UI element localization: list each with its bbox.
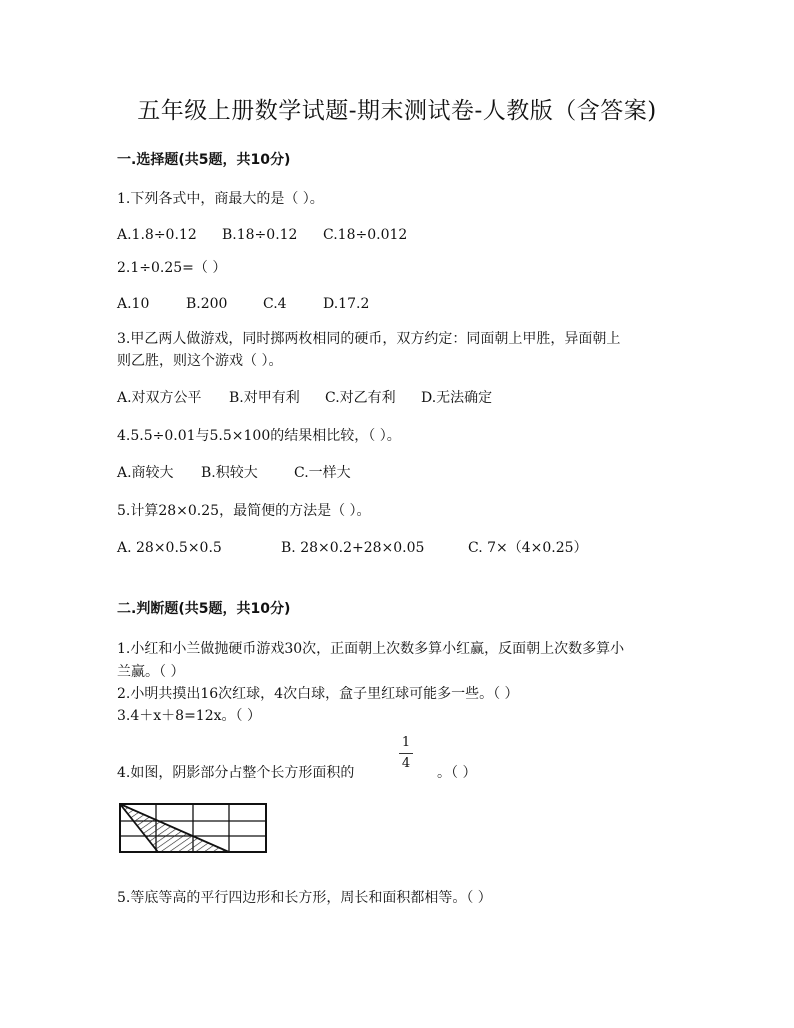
rectangle-grid-figure bbox=[118, 802, 270, 854]
shaded-triangle bbox=[120, 804, 229, 852]
q3-option-c: C.对乙有利 bbox=[325, 390, 396, 406]
judge-1-text-line1: 1.小红和小兰做抛硬币游戏30次，正面朝上次数多算小红赢，反面朝上次数多算小 bbox=[117, 641, 625, 657]
fraction-denominator: 4 bbox=[401, 756, 411, 771]
question-3-text-line2: 则乙胜，则这个游戏（ ）。 bbox=[117, 353, 283, 369]
q4-option-c: C.一样大 bbox=[294, 465, 351, 481]
q5-option-c: C. 7×（4×0.25） bbox=[468, 540, 588, 556]
q3-option-b: B.对甲有利 bbox=[229, 390, 300, 406]
q4-option-b: B.积较大 bbox=[201, 465, 258, 481]
q2-option-b: B.200 bbox=[186, 296, 228, 312]
fraction-bar bbox=[399, 753, 413, 754]
q1-option-a: A.1.8÷0.12 bbox=[117, 227, 197, 243]
fraction-numerator: 1 bbox=[401, 735, 411, 750]
question-3-text-line1: 3.甲乙两人做游戏，同时掷两枚相同的硬币，双方约定：同面朝上甲胜，异面朝上 bbox=[117, 331, 621, 347]
q3-option-a: A.对双方公平 bbox=[117, 390, 202, 406]
fraction-one-quarter bbox=[398, 736, 414, 771]
q3-option-d: D.无法确定 bbox=[421, 390, 493, 406]
question-2-text: 2.1÷0.25=（ ） bbox=[117, 260, 227, 276]
q2-option-d: D.17.2 bbox=[323, 296, 370, 312]
judge-1-text-line2: 兰赢。（ ） bbox=[117, 664, 185, 680]
judge-2-text: 2.小明共摸出16次红球，4次白球，盒子里红球可能多一些。（ ） bbox=[117, 686, 519, 702]
section-heading-judgement: 二.判断题(共5题，共10分) bbox=[117, 601, 291, 617]
q1-option-b: B.18÷0.12 bbox=[222, 227, 298, 243]
question-4-text: 4.5.5÷0.01与5.5×100的结果相比较，（ ）。 bbox=[117, 428, 401, 444]
page-title: 五年级上册数学试题-期末测试卷-人教版（含答案) bbox=[137, 98, 657, 124]
question-1-text: 1.下列各式中，商最大的是（ ）。 bbox=[117, 191, 324, 207]
judge-5-text: 5.等底等高的平行四边形和长方形，周长和面积都相等。（ ） bbox=[117, 890, 492, 906]
q1-option-c: C.18÷0.012 bbox=[323, 227, 408, 243]
section-heading-choice: 一.选择题(共5题，共10分) bbox=[117, 152, 291, 168]
judge-3-text: 3.4＋x＋8=12x。（ ） bbox=[117, 708, 261, 724]
judge-4-tail: 。（ ） bbox=[437, 765, 477, 781]
q4-option-a: A.商较大 bbox=[117, 465, 174, 481]
q5-option-a: A. 28×0.5×0.5 bbox=[117, 540, 222, 556]
q2-option-a: A.10 bbox=[117, 296, 150, 312]
question-5-text: 5.计算28×0.25，最简便的方法是（ ）。 bbox=[117, 503, 371, 519]
q5-option-b: B. 28×0.2+28×0.05 bbox=[281, 540, 425, 556]
q2-option-c: C.4 bbox=[263, 296, 287, 312]
judge-4-text: 4.如图，阴影部分占整个长方形面积的 bbox=[117, 765, 355, 781]
